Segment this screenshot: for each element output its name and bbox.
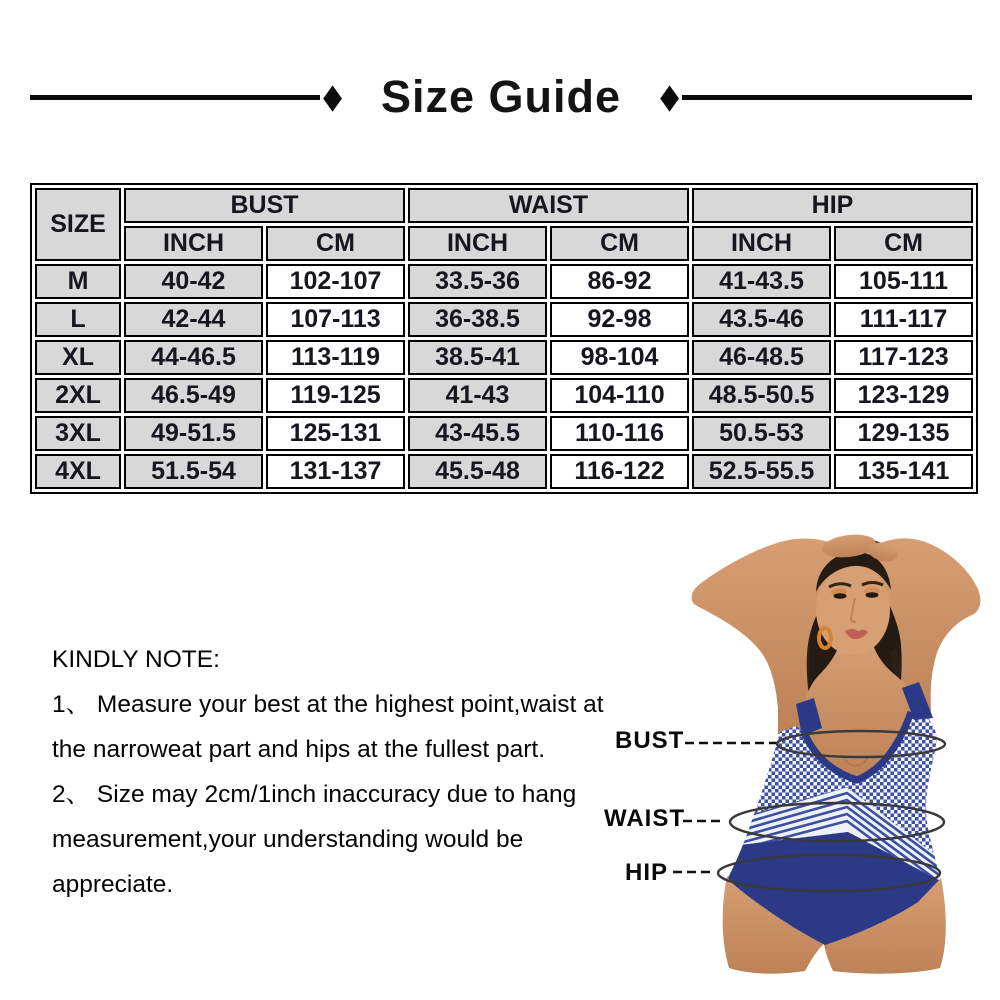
value-cell: 48.5-50.5 xyxy=(692,378,831,413)
table-subheader-row xyxy=(35,226,973,261)
value-cell: 40-42 xyxy=(124,264,263,299)
value-cell: 102-107 xyxy=(266,264,405,299)
bust-label: BUST xyxy=(615,727,685,754)
eye xyxy=(834,593,847,599)
value-cell: 125-131 xyxy=(266,416,405,451)
size-cell: M xyxy=(35,264,121,299)
note-item-1: 1、 Measure your best at the highest point,waist at the narroweat part and hips at the fullest part. xyxy=(52,691,604,763)
hip-label: HIP xyxy=(625,859,669,886)
size-cell: L xyxy=(35,302,121,337)
kindly-note-heading: KINDLY NOTE: xyxy=(52,646,220,673)
value-cell: 119-125 xyxy=(266,378,405,413)
table-row xyxy=(35,302,973,337)
value-cell: 51.5-54 xyxy=(124,454,263,489)
table-row xyxy=(35,264,973,299)
value-cell: 111-117 xyxy=(834,302,973,337)
kindly-note-section xyxy=(52,637,632,907)
col-header-bust: BUST xyxy=(124,188,405,223)
eye xyxy=(866,592,879,598)
value-cell: 107-113 xyxy=(266,302,405,337)
col-header-hip: HIP xyxy=(692,188,973,223)
value-cell: 52.5-55.5 xyxy=(692,454,831,489)
value-cell: 41-43.5 xyxy=(692,264,831,299)
value-cell: 123-129 xyxy=(834,378,973,413)
col-header-waist: WAIST xyxy=(408,188,689,223)
subheader-inch: INCH xyxy=(124,226,263,261)
value-cell: 41-43 xyxy=(408,378,547,413)
size-cell: 3XL xyxy=(35,416,121,451)
value-cell: 44-46.5 xyxy=(124,340,263,375)
value-cell: 46-48.5 xyxy=(692,340,831,375)
subheader-cm: CM xyxy=(266,226,405,261)
diamond-icon: ◆ xyxy=(322,77,342,116)
table-row xyxy=(35,378,973,413)
value-cell: 33.5-36 xyxy=(408,264,547,299)
value-cell: 113-119 xyxy=(266,340,405,375)
value-cell: 110-116 xyxy=(550,416,689,451)
diamond-icon: ◆ xyxy=(660,77,680,116)
page-title: Size Guide xyxy=(380,71,622,122)
value-cell: 43.5-46 xyxy=(692,302,831,337)
model-photo xyxy=(600,530,1000,985)
value-cell: 98-104 xyxy=(550,340,689,375)
size-cell: 4XL xyxy=(35,454,121,489)
note-item-2: 2、 Size may 2cm/1inch inaccuracy due to hang measurement,your understanding would be appreciate. xyxy=(52,781,577,898)
subheader-cm: CM xyxy=(550,226,689,261)
size-cell: 2XL xyxy=(35,378,121,413)
value-cell: 50.5-53 xyxy=(692,416,831,451)
table-header-row xyxy=(35,188,973,223)
table-row xyxy=(35,454,973,489)
value-cell: 92-98 xyxy=(550,302,689,337)
col-header-size: SIZE xyxy=(35,188,121,261)
table-row xyxy=(35,416,973,451)
right-rule-line xyxy=(682,95,972,100)
subheader-cm: CM xyxy=(834,226,973,261)
title-row xyxy=(30,70,972,124)
value-cell: 117-123 xyxy=(834,340,973,375)
value-cell: 49-51.5 xyxy=(124,416,263,451)
value-cell: 135-141 xyxy=(834,454,973,489)
subheader-inch: INCH xyxy=(692,226,831,261)
value-cell: 105-111 xyxy=(834,264,973,299)
value-cell: 43-45.5 xyxy=(408,416,547,451)
left-rule-line xyxy=(30,95,320,100)
value-cell: 86-92 xyxy=(550,264,689,299)
subheader-inch: INCH xyxy=(408,226,547,261)
waist-label: WAIST xyxy=(604,805,685,832)
value-cell: 116-122 xyxy=(550,454,689,489)
value-cell: 45.5-48 xyxy=(408,454,547,489)
value-cell: 38.5-41 xyxy=(408,340,547,375)
table-row xyxy=(35,340,973,375)
size-cell: XL xyxy=(35,340,121,375)
value-cell: 42-44 xyxy=(124,302,263,337)
value-cell: 36-38.5 xyxy=(408,302,547,337)
value-cell: 129-135 xyxy=(834,416,973,451)
value-cell: 46.5-49 xyxy=(124,378,263,413)
value-cell: 104-110 xyxy=(550,378,689,413)
size-table xyxy=(30,183,978,494)
value-cell: 131-137 xyxy=(266,454,405,489)
